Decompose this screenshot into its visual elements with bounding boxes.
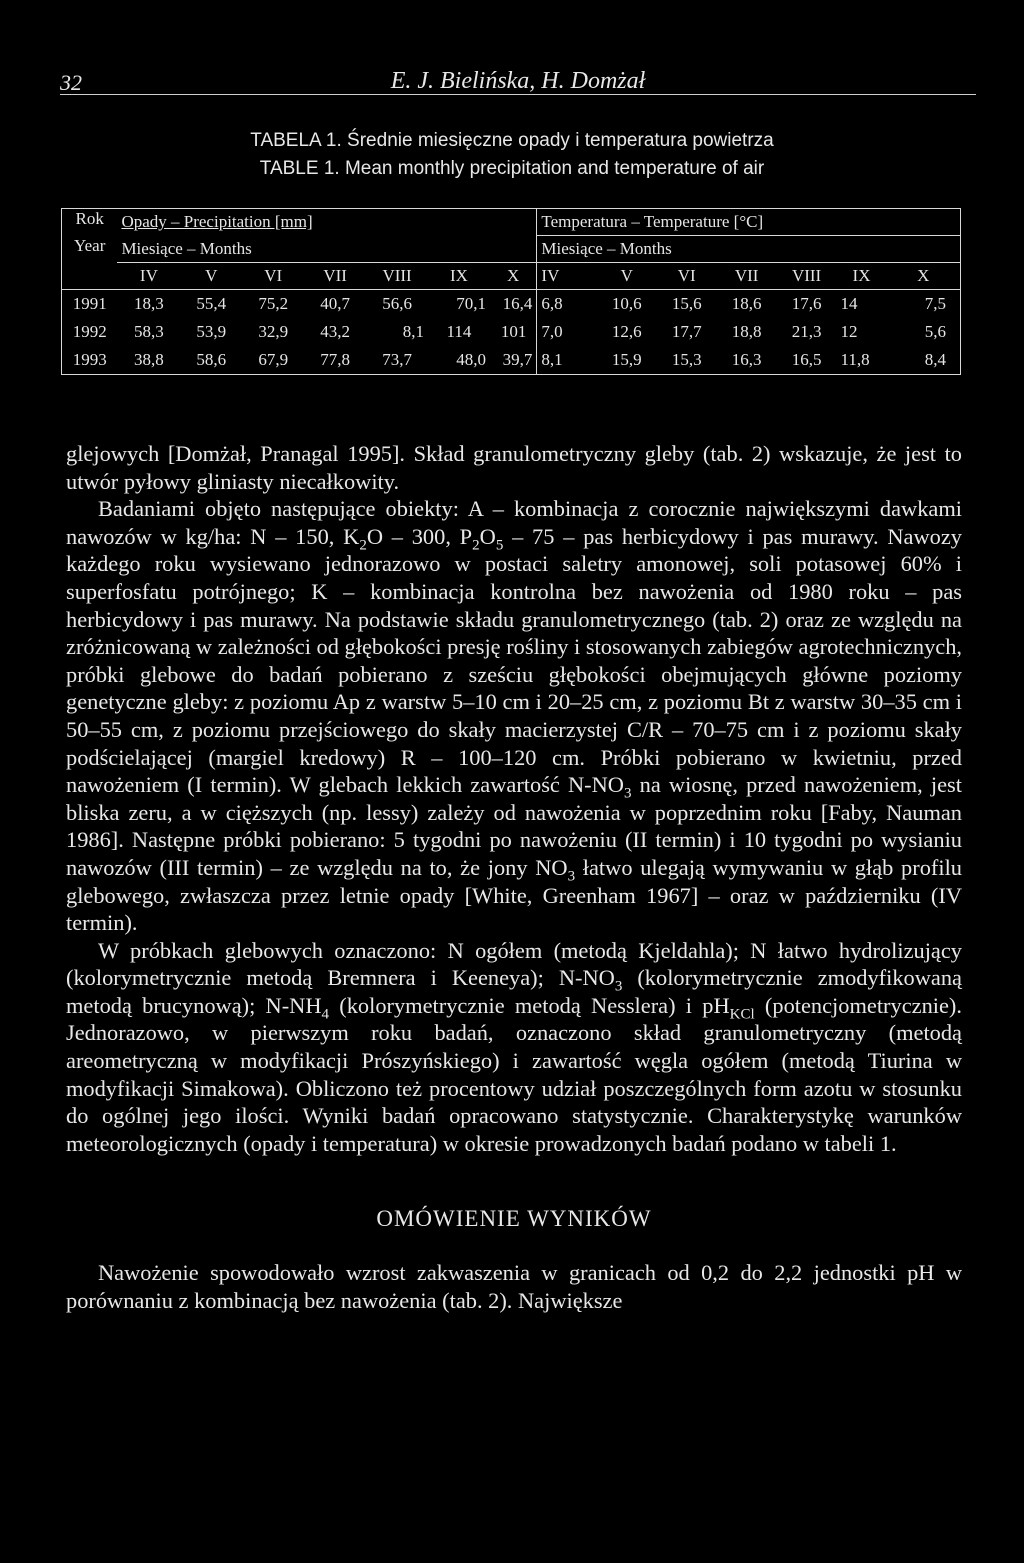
page-number: 32: [60, 70, 82, 95]
year-header-empty: [62, 263, 118, 290]
text-run: (kolorymetrycznie metodą Nesslera) i pH: [329, 992, 730, 1018]
precip-cell: 39,7: [490, 346, 537, 375]
month-header: VII: [304, 263, 366, 290]
text-run: Badaniami objęto następujące obiekty: A – kombinacja z corocznie największymi dawkami nawozów w kg/ha: N – 150, K: [66, 496, 962, 549]
year-cell: 1991: [62, 290, 118, 319]
month-header: VIII: [366, 263, 428, 290]
year-cell: 1993: [62, 346, 118, 375]
temp-cell: 7,5: [886, 290, 960, 319]
month-header: X: [490, 263, 537, 290]
subscript: 3: [623, 785, 632, 802]
subscript: KCl: [729, 1006, 755, 1023]
precip-cell: 16,4: [502, 294, 533, 313]
year-label-pl: Rok: [75, 209, 104, 228]
paragraph: Nawożenie spowodowało wzrost zakwaszenia w granicach od 0,2 do 2,2 jednostki pH w porównaniu z kombinacją bez nawożenia (tab. 2). Największe: [66, 1260, 962, 1313]
page-header: [60, 58, 976, 95]
month-header: VI: [242, 263, 304, 290]
temp-cell: 16,5: [777, 346, 837, 375]
temp-cell: 15,9: [597, 346, 657, 375]
precip-cell: 101: [500, 322, 527, 341]
subscript: 2: [359, 537, 367, 554]
paragraph: [66, 495, 962, 937]
weather-table: [61, 208, 961, 375]
precip-cell: 77,8: [304, 346, 366, 375]
precip-cell: 67,9: [242, 346, 304, 375]
precip-months-label: Miesiące – Months: [117, 236, 536, 263]
subscript: 3: [614, 978, 623, 995]
section-title: OMÓWIENIE WYNIKÓW: [376, 1206, 652, 1232]
subscript: 3: [567, 868, 576, 885]
paragraph: glejowych [Domżał, Pranagal 1995]. Skład granulometryczny gleby (tab. 2) wskazuje, że jest to utwór pyłowy gliniasty niecałkowity.: [66, 441, 962, 494]
precip-cell: 53,9: [196, 322, 227, 341]
month-header: V: [180, 263, 242, 290]
temp-cell: 8,4: [886, 346, 960, 375]
temp-cell: 17,6: [791, 294, 822, 313]
running-head: E. J. Bielińska, H. Domżał: [390, 68, 646, 94]
temp-cell: 10,6: [611, 294, 642, 313]
temp-cell: 21,3: [791, 322, 822, 341]
text-run: – 75 – pas herbicydowy i pas murawy. Nawozy każdego roku wysiewano jednorazowo w postaci saletry amonowej, soli potasowej 60% i superfosfatu potrójnego; K – kombinacja kontrolna bez nawożenia od 1980 roku – pas herbicydowy i pas murawy. Na podstawie składu granulometrycznego (tab. 2) oraz ze względu na zróżnicowaną w zależności od głębokości presję rośliny i stosowanych zabiegów agrotechnicznych, próbki glebowe do badań pobierano z sześciu głębokości obejmujących główne poziomy genetyczne gleby: z poziomu Ap z warstw 5–10 cm i 20–25 cm, z poziomu Bt z warstw 30–35 cm i 50–55 cm, z poziomu przejściowego do skały macierzystej C/R – 70–75 cm i z poziomu skały podścielającej (margiel kredowy) R – 100–120 cm. Próbki pobierano w kwietniu, przed nawożeniem (I termin). W glebach lekkich zawartość N-NO: [66, 523, 962, 798]
table-header-months: [62, 263, 961, 290]
subscript: 5: [495, 537, 504, 554]
month-header: V: [597, 263, 657, 290]
table-row: [62, 318, 961, 346]
text-run: na wiosnę, przed nawożeniem, jest bliska zeru, a w cięższych (np. lessy) zależy od nawożenia w poprzednim roku [Faby, Nauman 1986]. Następne próbki pobierano: 5 tygodni po nawożeniu (II termin) i 10 tygodni po wysianiu nawozów (III termin) – ze względu na to, że jony NO: [66, 772, 962, 880]
precip-cell: 75,2: [258, 294, 289, 313]
month-header: IV: [537, 263, 597, 290]
table-header-row-2: [62, 236, 961, 263]
text-run: (potencjometrycznie). Jednorazowo, w pierwszym roku badań, oznaczono skład granulometryczny (metodą areometryczną w modyfikacji Prószyńskiego) i zawartość węgla ogółem (metodą Tiurina w modyfikacji Simakowa). Obliczono też procentowy udział poszczególnych form azotu w stosunku do ogólnej jego ilości. Wyniki badań opracowano statystycznie. Charakterystykę warunków meteorologicznych (opady i temperatura) w okresie prowadzonych badań podano w tabeli 1.: [66, 992, 962, 1156]
temp-cell: 7,0: [537, 318, 597, 346]
month-header: IX: [428, 263, 490, 290]
precip-cell: 32,9: [258, 322, 289, 341]
precip-cell: 58,6: [180, 346, 242, 375]
temp-cell: 14: [840, 294, 858, 313]
temp-group-header: Temperatura – Temperature [°C]: [537, 209, 961, 236]
precip-cell: 58,3: [134, 322, 164, 341]
precip-cell: 55,4: [196, 294, 227, 313]
precip-cell: 56,6: [382, 294, 412, 313]
precip-cell: 48,0: [428, 346, 490, 375]
table-row: [62, 346, 961, 375]
text-run: O – 300, P: [366, 523, 473, 549]
body-text: [66, 440, 962, 1314]
month-header: X: [886, 263, 960, 290]
temp-cell: 5,6: [886, 318, 960, 346]
precip-cell: 8,1: [402, 322, 425, 341]
text-run: łatwo ulegają wymywaniu w głąb profilu glebowego, zwłaszcza przez letnie opady [White, Greenham 1967] – oraz w październiku (IV termin).: [66, 854, 962, 936]
precip-group-label: Opady – Precipitation [mm]: [121, 212, 313, 232]
table-caption-en: TABLE 1. Mean monthly precipitation and temperature of air: [259, 158, 765, 179]
temp-months-label: Miesiące – Months: [537, 236, 961, 263]
paragraph: [66, 937, 962, 1158]
precip-cell: 73,7: [366, 346, 428, 375]
year-header: [62, 209, 118, 236]
month-header: IV: [117, 263, 180, 290]
month-header: VI: [657, 263, 717, 290]
text-run: W próbkach glebowych oznaczono: N ogółem (metodą Kjeldahla); N łatwo hydrolizujący (kolorymetrycznie metodą Bremnera i Keeneya); N-NO: [66, 937, 962, 991]
precip-cell: 38,8: [117, 346, 180, 375]
table-header-row-1: [62, 209, 961, 236]
month-header: VIII: [777, 263, 837, 290]
year-cell: 1992: [62, 318, 118, 346]
temp-cell: 12,6: [611, 322, 642, 341]
temp-cell: 12: [840, 322, 858, 341]
text-run: O: [479, 523, 496, 549]
temp-cell: 17,7: [671, 322, 702, 341]
table-caption-pl: TABELA 1. Średnie miesięczne opady i temperatura powietrza: [250, 130, 774, 151]
temp-cell: 11,8: [837, 346, 887, 375]
temp-cell: 18,6: [731, 294, 762, 313]
temp-cell: 15,6: [671, 294, 702, 313]
text-run: (kolorymetrycznie zmodyfikowaną metodą brucynową); N-NH: [66, 965, 962, 1018]
subscript: 4: [321, 1006, 330, 1023]
temp-cell: 15,3: [657, 346, 717, 375]
precip-cell: 70,1: [456, 294, 486, 313]
precip-cell: 18,3: [134, 294, 164, 313]
table-row: [62, 290, 961, 319]
precip-cell: 114: [446, 322, 472, 341]
precip-cell: 43,2: [320, 322, 351, 341]
temp-cell: 16,3: [717, 346, 777, 375]
year-header-en: Year: [62, 236, 118, 263]
month-header: IX: [837, 263, 887, 290]
subscript: 2: [472, 537, 480, 554]
precip-cell: 40,7: [320, 294, 351, 313]
temp-cell: 18,8: [731, 322, 762, 341]
month-header: VII: [717, 263, 777, 290]
precip-group-header: [117, 209, 536, 236]
temp-cell: 6,8: [537, 290, 597, 319]
temp-cell: 8,1: [537, 346, 597, 375]
